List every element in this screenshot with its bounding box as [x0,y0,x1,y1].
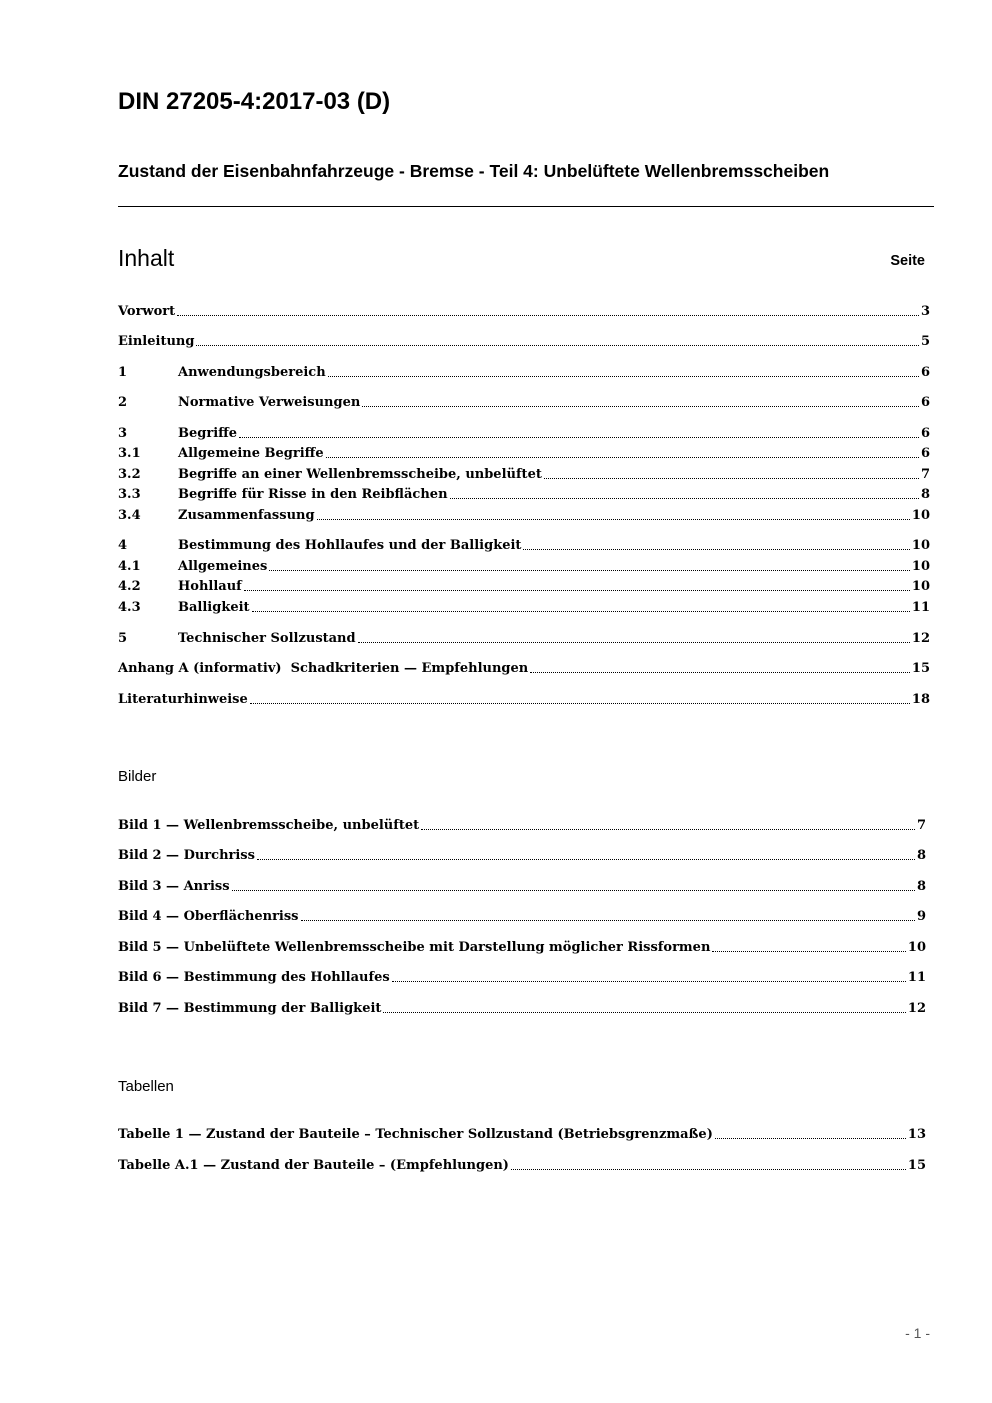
tables-heading: Tabellen [118,1078,174,1095]
toc-entry-page: 18 [911,692,930,707]
toc-entry-text: Literaturhinweise [118,692,248,707]
toc-entry-page: 10 [911,538,930,553]
toc-entry-number: 5 [118,631,128,646]
figure-entry-page: 9 [916,909,926,924]
toc-entry[interactable] [118,425,930,443]
figure-entry-page: 7 [916,818,926,833]
figure-entry-text: Bild 2 — Durchriss [118,848,255,863]
toc-entry-text: Allgemeines [178,559,268,574]
dot-leader [362,405,919,407]
toc-heading: Inhalt [118,245,175,271]
toc-entry-text: Normative Verweisungen [178,395,361,410]
toc-entry-text: Begriffe [178,426,238,441]
toc-entry-text: Begriffe an einer Wellenbremsscheibe, unbelüftet [178,467,542,482]
dot-leader [301,919,915,921]
figure-entry[interactable] [118,939,926,957]
dot-leader [530,671,910,673]
toc-entry-text: Hohllauf [178,579,242,594]
toc-entry-number: 3.1 [118,446,141,461]
toc-entry-text: Anhang A (informativ) Schadkriterien — Empfehlungen [118,661,529,676]
toc-entry-text: Bestimmung des Hohllaufes und der Balligkeit [178,538,522,553]
dot-leader [421,828,915,830]
figure-entry-page: 8 [916,879,926,894]
table-entry-text: Tabelle A.1 — Zustand der Bauteile – (Empfehlungen) [118,1158,509,1173]
figure-entry-page: 12 [907,1001,926,1016]
toc-entry-text: Einleitung [118,334,195,349]
toc-entry-text: Begriffe für Risse in den Reibflächen [178,487,448,502]
figure-entry[interactable] [118,847,926,865]
figure-entry-text: Bild 4 — Oberflächenriss [118,909,299,924]
toc-entry-page: 7 [920,467,930,482]
page-number: - 1 - [905,1325,930,1341]
toc-entry-text: Anwendungsbereich [178,365,326,380]
toc-entry-number: 4.2 [118,579,141,594]
figure-entry[interactable] [118,878,926,896]
toc-entry-text: Zusammenfassung [178,508,315,523]
toc-entry-page: 6 [920,426,930,441]
dot-leader [715,1137,906,1139]
toc-entry[interactable] [118,537,930,555]
toc-entry[interactable] [118,486,930,504]
figures-heading: Bilder [118,768,157,785]
toc-entry-page: 6 [920,446,930,461]
toc-entry-number: 1 [118,365,128,380]
toc-page-heading: Seite [890,253,925,269]
toc-entry-number: 4.1 [118,559,141,574]
figure-entry-page: 8 [916,848,926,863]
dot-leader [450,497,919,499]
document-id: DIN 27205-4:2017-03 (D) [118,88,391,115]
dot-leader [196,344,919,346]
table-entry[interactable] [118,1126,926,1144]
dot-leader [523,548,909,550]
table-entry[interactable] [118,1157,926,1175]
toc-entry-text: Vorwort [118,304,176,319]
toc-entry-number: 4.3 [118,600,141,615]
dot-leader [328,375,919,377]
figure-entry-text: Bild 5 — Unbelüftete Wellenbremsscheibe mit Darstellung möglicher Rissformen [118,940,711,955]
dot-leader [252,610,910,612]
dot-leader [317,518,910,520]
dot-leader [383,1011,906,1013]
toc-entry-page: 10 [911,559,930,574]
figure-entry-text: Bild 6 — Bestimmung des Hohllaufes [118,970,390,985]
toc-entry-number: 2 [118,395,128,410]
table-entry-page: 13 [907,1127,926,1142]
toc-entry-page: 11 [911,600,930,615]
toc-entry[interactable] [118,333,930,351]
dot-leader [269,569,910,571]
title-rule [118,206,934,207]
dot-leader [250,702,910,704]
toc-entry-text: Allgemeine Begriffe [178,446,324,461]
toc-entry[interactable] [118,578,930,596]
dot-leader [257,858,915,860]
figure-entry-text: Bild 1 — Wellenbremsscheibe, unbelüftet [118,818,420,833]
toc-entry[interactable] [118,630,930,648]
toc-entry[interactable] [118,691,930,709]
table-entry-text: Tabelle 1 — Zustand der Bauteile – Technischer Sollzustand (Betriebsgrenzmaße) [118,1127,713,1142]
toc-entry[interactable] [118,660,930,678]
dot-leader [177,314,919,316]
figure-entry[interactable] [118,817,926,835]
toc-entry-page: 10 [911,508,930,523]
toc-entry-number: 4 [118,538,128,553]
toc-entry-page: 6 [920,365,930,380]
toc-entry-number: 3.2 [118,467,141,482]
toc-entry-page: 3 [920,304,930,319]
toc-entry-number: 3.4 [118,508,141,523]
figure-entry-page: 10 [907,940,926,955]
dot-leader [244,589,910,591]
dot-leader [326,456,919,458]
figure-entry[interactable] [118,908,926,926]
toc-entry[interactable] [118,558,930,576]
toc-entry-page: 12 [911,631,930,646]
toc-entry-page: 6 [920,395,930,410]
toc-entry[interactable] [118,507,930,525]
dot-leader [511,1168,906,1170]
document-subtitle: Zustand der Eisenbahnfahrzeuge - Bremse - Teil 4: Unbelüftete Wellenbremsscheiben [118,161,830,181]
toc-entry-page: 15 [911,661,930,676]
toc-entry-text: Balligkeit [178,600,250,615]
dot-leader [239,436,919,438]
dot-leader [358,641,910,643]
toc-entry[interactable] [118,599,930,617]
toc-entry-number: 3 [118,426,128,441]
toc-entry-number: 3.3 [118,487,141,502]
toc-entry[interactable] [118,303,930,321]
dot-leader [392,980,906,982]
toc-entry[interactable] [118,445,930,463]
toc-entry-text: Technischer Sollzustand [178,631,356,646]
figure-entry[interactable] [118,1000,926,1018]
toc-entry-page: 10 [911,579,930,594]
dot-leader [712,950,906,952]
dot-leader [544,477,919,479]
toc-entry[interactable] [118,394,930,412]
figure-entry-text: Bild 7 — Bestimmung der Balligkeit [118,1001,382,1016]
toc-entry-page: 5 [920,334,930,349]
figure-entry-text: Bild 3 — Anriss [118,879,230,894]
dot-leader [232,889,915,891]
figure-entry-page: 11 [907,970,926,985]
table-entry-page: 15 [907,1158,926,1173]
toc-entry-page: 8 [920,487,930,502]
toc-entry[interactable] [118,364,930,382]
figure-entry[interactable] [118,969,926,987]
toc-entry[interactable] [118,466,930,484]
